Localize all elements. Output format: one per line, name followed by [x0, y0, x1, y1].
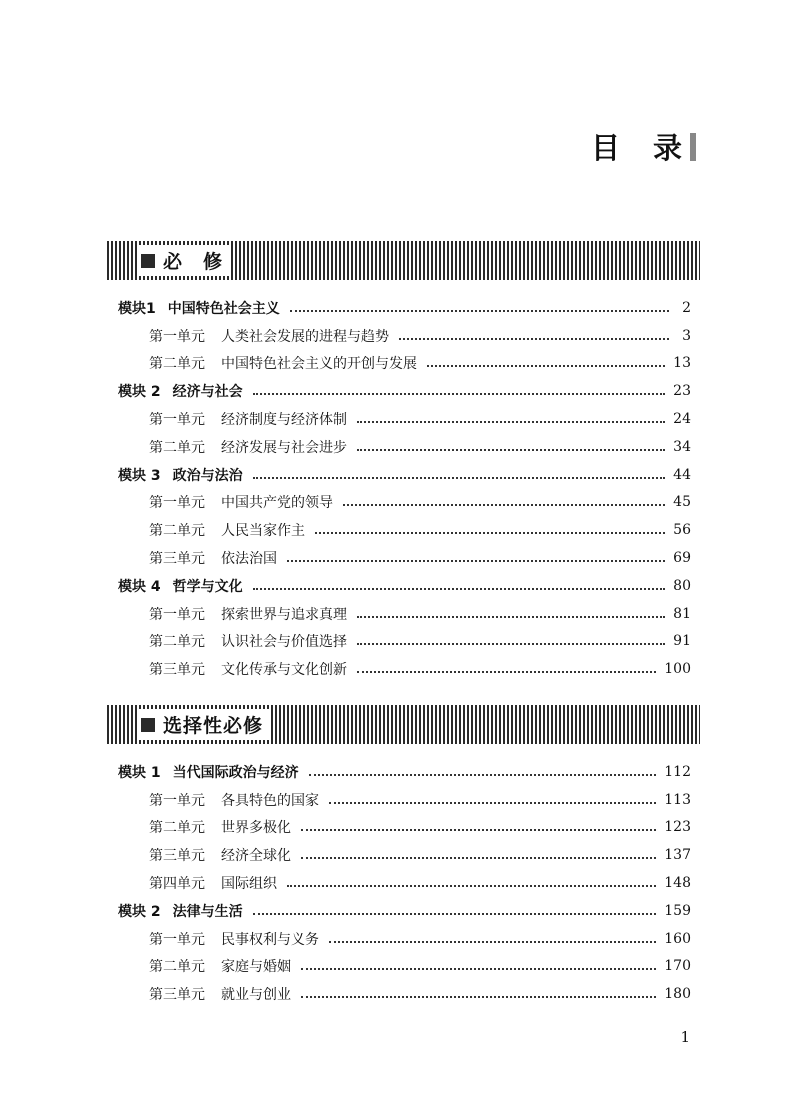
unit-number: 第二单元 [149, 959, 205, 976]
entry-page-number: 34 [673, 438, 691, 455]
dot-leader [287, 885, 656, 887]
toc-unit-entry[interactable] [118, 655, 691, 683]
dot-leader [301, 996, 656, 998]
entry-page-number: 24 [673, 411, 691, 428]
toc-unit-entry[interactable] [118, 489, 691, 517]
entry-page-number: 3 [682, 327, 691, 344]
unit-number: 第一单元 [149, 606, 205, 623]
dot-leader [357, 616, 665, 618]
page-title-text: 目 录 [590, 131, 684, 165]
toc-module-entry[interactable] [118, 572, 691, 600]
page-title [591, 126, 696, 167]
entry-title: 经济发展与社会进步 [221, 439, 347, 456]
dot-leader [315, 532, 665, 534]
section-heading [137, 709, 271, 740]
page-number: 1 [680, 1028, 690, 1046]
dot-leader [290, 310, 669, 312]
dot-leader [343, 504, 665, 506]
dot-leader [399, 338, 669, 340]
entry-title: 就业与创业 [221, 987, 291, 1004]
entry-page-number: 81 [673, 605, 691, 622]
dot-leader [329, 802, 656, 804]
unit-number: 第四单元 [149, 876, 205, 893]
dot-leader [357, 671, 656, 673]
unit-number: 第二单元 [149, 820, 205, 837]
unit-number: 第二单元 [149, 439, 205, 456]
entry-page-number: 100 [664, 661, 691, 678]
entry-title: 人民当家作主 [221, 523, 305, 540]
dot-leader [357, 421, 665, 423]
toc-unit-entry[interactable] [118, 869, 691, 897]
entry-page-number: 56 [673, 522, 691, 539]
entry-page-number: 112 [664, 763, 691, 780]
entry-page-number: 23 [673, 383, 691, 400]
entry-title: 中国共产党的领导 [221, 495, 333, 512]
entry-title: 中国特色社会主义的开创与发展 [221, 356, 417, 373]
dot-leader [309, 774, 657, 776]
entry-title: 认识社会与价值选择 [221, 634, 347, 651]
entry-page-number: 80 [673, 577, 691, 594]
entry-page-number: 45 [673, 494, 691, 511]
dot-leader [301, 857, 656, 859]
entry-page-number: 69 [673, 550, 691, 567]
entry-page-number: 113 [664, 791, 691, 808]
section-heading-text: 必 修 [163, 251, 224, 273]
entry-title: 人类社会发展的进程与趋势 [221, 328, 389, 345]
entry-page-number: 180 [664, 986, 691, 1003]
toc-module-entry[interactable] [118, 758, 691, 786]
entry-title: 国际组织 [221, 876, 277, 893]
entry-title: 中国特色社会主义 [167, 300, 280, 317]
unit-number: 第一单元 [149, 412, 205, 429]
dot-leader [427, 365, 665, 367]
entry-title: 探索世界与追求真理 [221, 606, 347, 623]
dot-leader [357, 449, 665, 451]
toc-unit-entry[interactable] [118, 953, 691, 981]
unit-number: 第三单元 [149, 662, 205, 679]
square-bullet-icon [141, 254, 155, 268]
toc-module-entry[interactable] [118, 377, 691, 405]
section-heading-text: 选择性必修 [163, 715, 264, 737]
module-number: 模块 4 [118, 578, 161, 595]
entry-page-number: 2 [682, 299, 691, 316]
toc-module-entry[interactable] [118, 461, 691, 489]
entry-page-number: 123 [664, 819, 691, 836]
module-number: 模块 3 [118, 467, 161, 484]
entry-page-number: 160 [664, 930, 691, 947]
entry-title: 世界多极化 [221, 820, 291, 837]
entry-page-number: 137 [664, 847, 691, 864]
dot-leader [253, 393, 666, 395]
toc-unit-entry[interactable] [118, 841, 691, 869]
entry-title: 经济制度与经济体制 [221, 412, 347, 429]
entry-page-number: 170 [664, 958, 691, 975]
entry-title: 家庭与婚姻 [221, 959, 291, 976]
toc-module-entry[interactable] [118, 294, 691, 322]
toc-list-required [118, 294, 691, 683]
square-bullet-icon [141, 718, 155, 732]
toc-unit-entry[interactable] [118, 628, 691, 656]
dot-leader [253, 477, 666, 479]
toc-unit-entry[interactable] [118, 516, 691, 544]
module-number: 模块 2 [118, 384, 161, 401]
dot-leader [301, 968, 656, 970]
entry-title: 经济全球化 [221, 848, 291, 865]
toc-unit-entry[interactable] [118, 814, 691, 842]
entry-title: 经济与社会 [172, 384, 243, 401]
entry-title: 民事权利与义务 [221, 931, 319, 948]
entry-title: 各具特色的国家 [221, 792, 319, 809]
module-number: 模块 2 [118, 903, 161, 920]
dot-leader [253, 913, 657, 915]
unit-number: 第一单元 [149, 328, 205, 345]
section-heading [137, 245, 231, 276]
toc-unit-entry[interactable] [118, 322, 691, 350]
entry-title: 依法治国 [221, 551, 277, 568]
toc-module-entry[interactable] [118, 897, 691, 925]
entry-page-number: 148 [664, 875, 691, 892]
entry-page-number: 44 [673, 466, 691, 483]
unit-number: 第二单元 [149, 356, 205, 373]
entry-page-number: 91 [673, 633, 691, 650]
section-banner-required [107, 241, 700, 280]
module-number: 模块1 [118, 300, 156, 317]
module-number: 模块 1 [118, 764, 161, 781]
entry-title: 文化传承与文化创新 [221, 662, 347, 679]
section-banner-elective [107, 705, 700, 744]
entry-title: 法律与生活 [172, 903, 243, 920]
toc-unit-entry[interactable] [118, 544, 691, 572]
toc-unit-entry[interactable] [118, 925, 691, 953]
unit-number: 第一单元 [149, 931, 205, 948]
entry-title: 哲学与文化 [172, 578, 243, 595]
unit-number: 第三单元 [149, 551, 205, 568]
title-accent-bar [690, 133, 696, 161]
unit-number: 第二单元 [149, 523, 205, 540]
unit-number: 第一单元 [149, 792, 205, 809]
entry-page-number: 13 [673, 355, 691, 372]
unit-number: 第三单元 [149, 987, 205, 1004]
entry-page-number: 159 [664, 902, 691, 919]
entry-title: 当代国际政治与经济 [172, 764, 299, 781]
dot-leader [357, 643, 665, 645]
toc-unit-entry[interactable] [118, 980, 691, 1008]
toc-unit-entry[interactable] [118, 350, 691, 378]
toc-list-elective [118, 758, 691, 1008]
unit-number: 第一单元 [149, 495, 205, 512]
dot-leader [253, 588, 666, 590]
entry-title: 政治与法治 [172, 467, 243, 484]
dot-leader [301, 829, 656, 831]
toc-unit-entry[interactable] [118, 433, 691, 461]
dot-leader [329, 941, 656, 943]
dot-leader [287, 560, 665, 562]
unit-number: 第三单元 [149, 848, 205, 865]
toc-unit-entry[interactable] [118, 600, 691, 628]
toc-unit-entry[interactable] [118, 786, 691, 814]
unit-number: 第二单元 [149, 634, 205, 651]
toc-unit-entry[interactable] [118, 405, 691, 433]
